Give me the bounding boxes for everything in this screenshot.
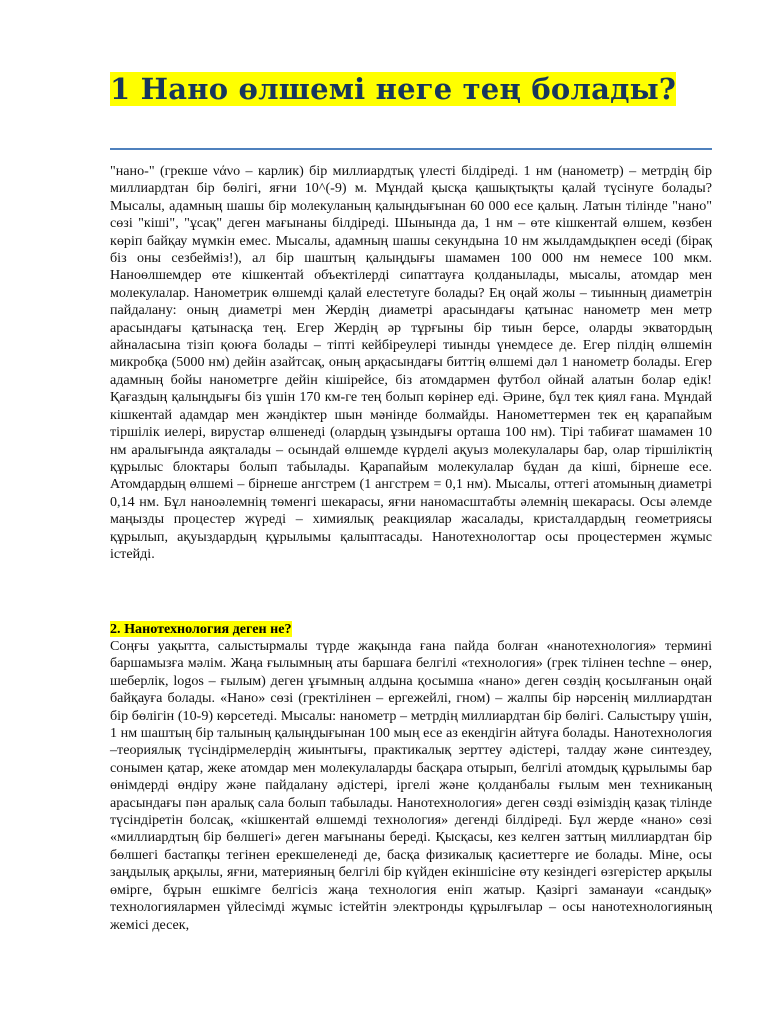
title-underline bbox=[110, 148, 712, 150]
paragraph-1: "нано-" (грекше νάνο – карлик) бір миллиардтық үлесті білдіреді. 1 нм (нанометр) – метрдің бір миллиардтан бір бөлігі, яғни 10^(-9) м. Мұндай қысқа қашықтықты қалай түсінуге болады? Мысалы, адамның шашы бір молекуланың қалыңдығынан 60 000 есе қалың. Латын тілінде "нано" сөзі "кіші", "ұсақ" деген мағынаны білдіреді. Шынында да, 1 нм – өте кішкентай өлшем, көзбен көріп байқау мүмкін емес. Мысалы, адамның шашы секундына 10 нм жылдамдықпен өседі (бірақ біз оны сезбейміз!), ал бір шаштың қалыңдығы шамамен 100 000 нм немесе 100 мкм. Наноөлшемдер өте кішкентай объектілерді сипаттауға қолданылады, мысалы, атомдар мен молекулалар. Нанометрик өлшемді қалай елестетуге болады? Ең оңай жолы – тиынның диаметрін пайдалану: оның диаметрі мен Жердің диаметрі арасындағы қатынас нанометр мен метр арасындағы қатынасқа тең. Егер Жердің әр тұрғыны бір тиын берсе, оларды экватордың айналасына тізіп қоюға болады – тіпті кейбіреулері тиынды үнемдесе де. Егер пілдің өлшемін микробқа (5000 нм) дейін азайтсақ, оның арқасындағы биттің өлшемі дәл 1 нанометр болады. Егер адамның бойы нанометрге дейін кішірейсе, біз атомдармен футбол ойнай алатын болар едік! Қағаздың қалыңдығы біз үшін 170 км-ге тең болып көрінер еді. Әрине, бұл тек қиял ғана. Мұндай кішкентай адамдар мен жәндіктер шын мәнінде болмайды. Нанометтермен тек ең қарапайым тіршілік иелері, вирустар өлшенеді (олардың ұзындығы орташа 100 нм). Тірі табиғат шамамен 10 нм аралығында аяқталады – осындай өлшемде күрделі ақуыз молекулалары бар, олар тіршіліктің құрылыс блоктары болып табылады. Қарапайым молекулалар бұдан да кіші, бірнеше есе. Атомдардың өлшемі – бірнеше ангстрем (1 ангстрем = 0,1 нм). Мысалы, оттегі атомының диаметрі 0,14 нм. Бұл наноәлемнің төменгі шекарасы, яғни наномасштабты әлемнің шекарасы. Осы әлемде маңызды процестер жүреді – химиялық реакциялар жасалады, кристалдардың геометриясы құрылып, ақуыздардың құрылымы қалыптасады. Нанотехнологтар осы процестермен жұмыс істейді. bbox=[110, 163, 712, 562]
section-2-heading-text: 2. Нанотехнология деген не? bbox=[110, 621, 292, 637]
page-title bbox=[110, 68, 712, 110]
title-text: 1 Нано өлшемі неге тең болады? bbox=[110, 72, 677, 106]
section-2-heading bbox=[110, 621, 292, 638]
title-block bbox=[110, 68, 712, 110]
paragraph-2: Соңғы уақытта, салыстырмалы түрде жақында ғана пайда болған «нанотехнология» термині баршамызға мәлім. Жаңа ғылымның аты баршаға белгілі «технология» (грек тілінен techne – өнер, шеберлік, logos – ғылым) деген ұғымның алдына қосымша «нано» деген сөздің қосылғанын оңай байқауға болады. «Нано» сөзі (гректілінен – ергежейлі, гном) – жалпы бір нәрсенің миллиардтан бір бөлігін (10-9) көрсетеді. Мысалы: нанометр – метрдің миллиардтан бір бөлігі. Салыстыру үшін, 1 нм шаштың бір талының қалыңдығынан 100 мың есе аз екендігін айтуға болады. Нанотехнология –теориялық түсіндірмелердің жиынтығы, практикалық зерттеу әдістері, талдау және синтездеу, сонымен қатар, жеке атомдар мен молекулаларды басқара отырып, белгілі атомдық құрылымы бар өнімдерді өндіру және пайдалану әдістері, іргелі және қолданбалы ғылым мен техниканың арасындағы пән аралық сала болып табылады. Нанотехнология» деген сөзді өзіміздің қазақ тілінде түсіндіретін болсақ, «кішкентай өлшемді технология» дегенді білдіреді. Бұл жерде «нано» сөзі «миллиардтың бір бөлшегі» деген мағынаны береді. Қысқасы, кез келген заттың миллиардтан бір бөлшегі бастапқы тегінен ерекшеленеді де, басқа физикалық қасиеттерге ие болады. Міне, осы заңдылық арқылы, яғни, материяның белгілі бір күйден екіншісіне өту кезіндегі өзгерістер арқылы өмірге, бұрын ешкімге белгісіз жаңа технология еніп жатыр. Қазіргі заманауи «сандық» технологиялармен үйлесімді жұмыс істейтін электронды құрылғылар – осы нанотехнологияның жемісі десек, bbox=[110, 638, 712, 933]
